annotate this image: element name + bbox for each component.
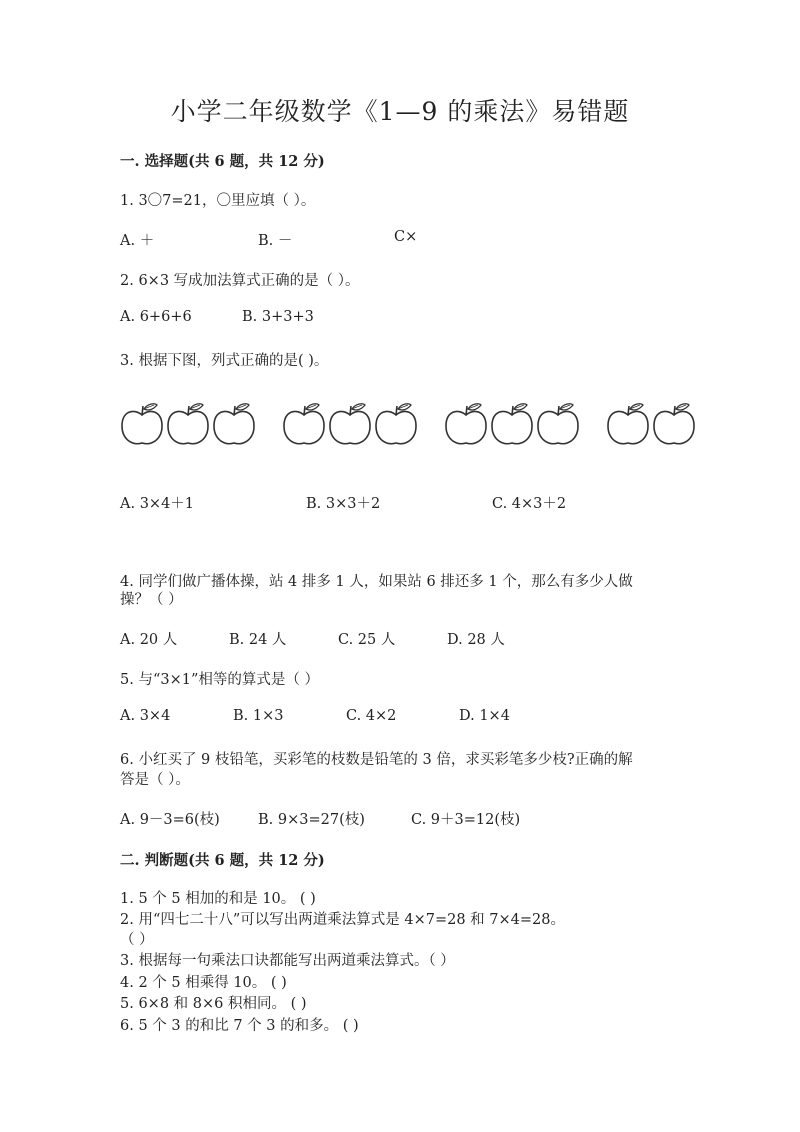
question-6-line-2: 答是（ ）。 (120, 772, 190, 788)
q6-option-b: B. 9×3=27(枝) (258, 812, 365, 828)
judge-item-4: 4. 2 个 5 相乘得 10。 ( ) (120, 975, 287, 991)
q4-option-c: C. 25 人 (338, 632, 396, 648)
q2-option-a: A. 6+6+6 (120, 309, 192, 325)
apple-icon (536, 400, 580, 448)
question-4-line-1: 4. 同学们做广播体操，站 4 排多 1 人，如果站 6 排还多 1 个，那么有多少人做 (120, 574, 633, 590)
q6-option-a: A. 9－3=6(枝) (120, 812, 220, 828)
section2-heading: 二. 判断题(共 6 题，共 12 分) (120, 852, 325, 869)
q4-option-d: D. 28 人 (447, 632, 505, 648)
q4-option-a: A. 20 人 (120, 632, 178, 648)
q3-option-c: C. 4×3＋2 (492, 496, 567, 512)
apple-figure (120, 400, 700, 450)
apple-icon (374, 400, 418, 448)
judge-item-3: 3. 根据每一句乘法口诀都能写出两道乘法算式。（ ） (120, 953, 455, 969)
q4-option-b: B. 24 人 (229, 632, 287, 648)
judge-item-6: 6. 5 个 3 的和比 7 个 3 的和多。 ( ) (120, 1018, 359, 1034)
q3-option-b: B. 3×3＋2 (306, 496, 381, 512)
q5-option-d: D. 1×4 (459, 708, 510, 724)
judge-item-1: 1. 5 个 5 相加的和是 10。 ( ) (120, 891, 316, 907)
apple-icon (166, 400, 210, 448)
q6-option-c: C. 9＋3=12(枝) (411, 812, 521, 828)
q1-option-a: A. ＋ (120, 233, 155, 249)
judge-item-2: 2. 用“四七二十八”可以写出两道乘法算式是 4×7=28 和 7×4=28。 (120, 912, 565, 928)
judge-item-5: 5. 6×8 和 8×6 积相同。 ( ) (120, 996, 307, 1012)
q2-option-b: B. 3+3+3 (242, 309, 314, 325)
section1-heading: 一. 选择题(共 6 题，共 12 分) (120, 153, 325, 170)
q3-option-a: A. 3×4＋1 (120, 496, 195, 512)
apple-icon (328, 400, 372, 448)
apple-icon (212, 400, 256, 448)
question-4-line-2: 操？（ ） (120, 592, 183, 608)
question-3: 3. 根据下图，列式正确的是( )。 (120, 353, 329, 369)
apple-icon (652, 400, 696, 448)
question-1: 1. 3〇7=21，〇里应填（ ）。 (120, 193, 316, 209)
q1-option-b: B. － (258, 233, 293, 249)
apple-icon (490, 400, 534, 448)
question-6-line-1: 6. 小红买了 9 枝铅笔，买彩笔的枝数是铅笔的 3 倍，求买彩笔多少枝?正确的解 (120, 752, 633, 768)
apple-icon (606, 400, 650, 448)
q5-option-c: C. 4×2 (346, 708, 397, 724)
page-title: 小学二年级数学《1—9 的乘法》易错题 (170, 97, 630, 126)
apple-icon (282, 400, 326, 448)
apple-icon (120, 400, 164, 448)
question-5: 5. 与“3×1”相等的算式是（ ） (120, 672, 319, 688)
judge-item-2-bracket: （ ） (120, 932, 154, 948)
question-2: 2. 6×3 写成加法算式正确的是（ ）。 (120, 273, 360, 289)
q5-option-b: B. 1×3 (233, 708, 284, 724)
q1-option-c: C× (394, 229, 418, 245)
apple-icon (444, 400, 488, 448)
q5-option-a: A. 3×4 (120, 708, 171, 724)
